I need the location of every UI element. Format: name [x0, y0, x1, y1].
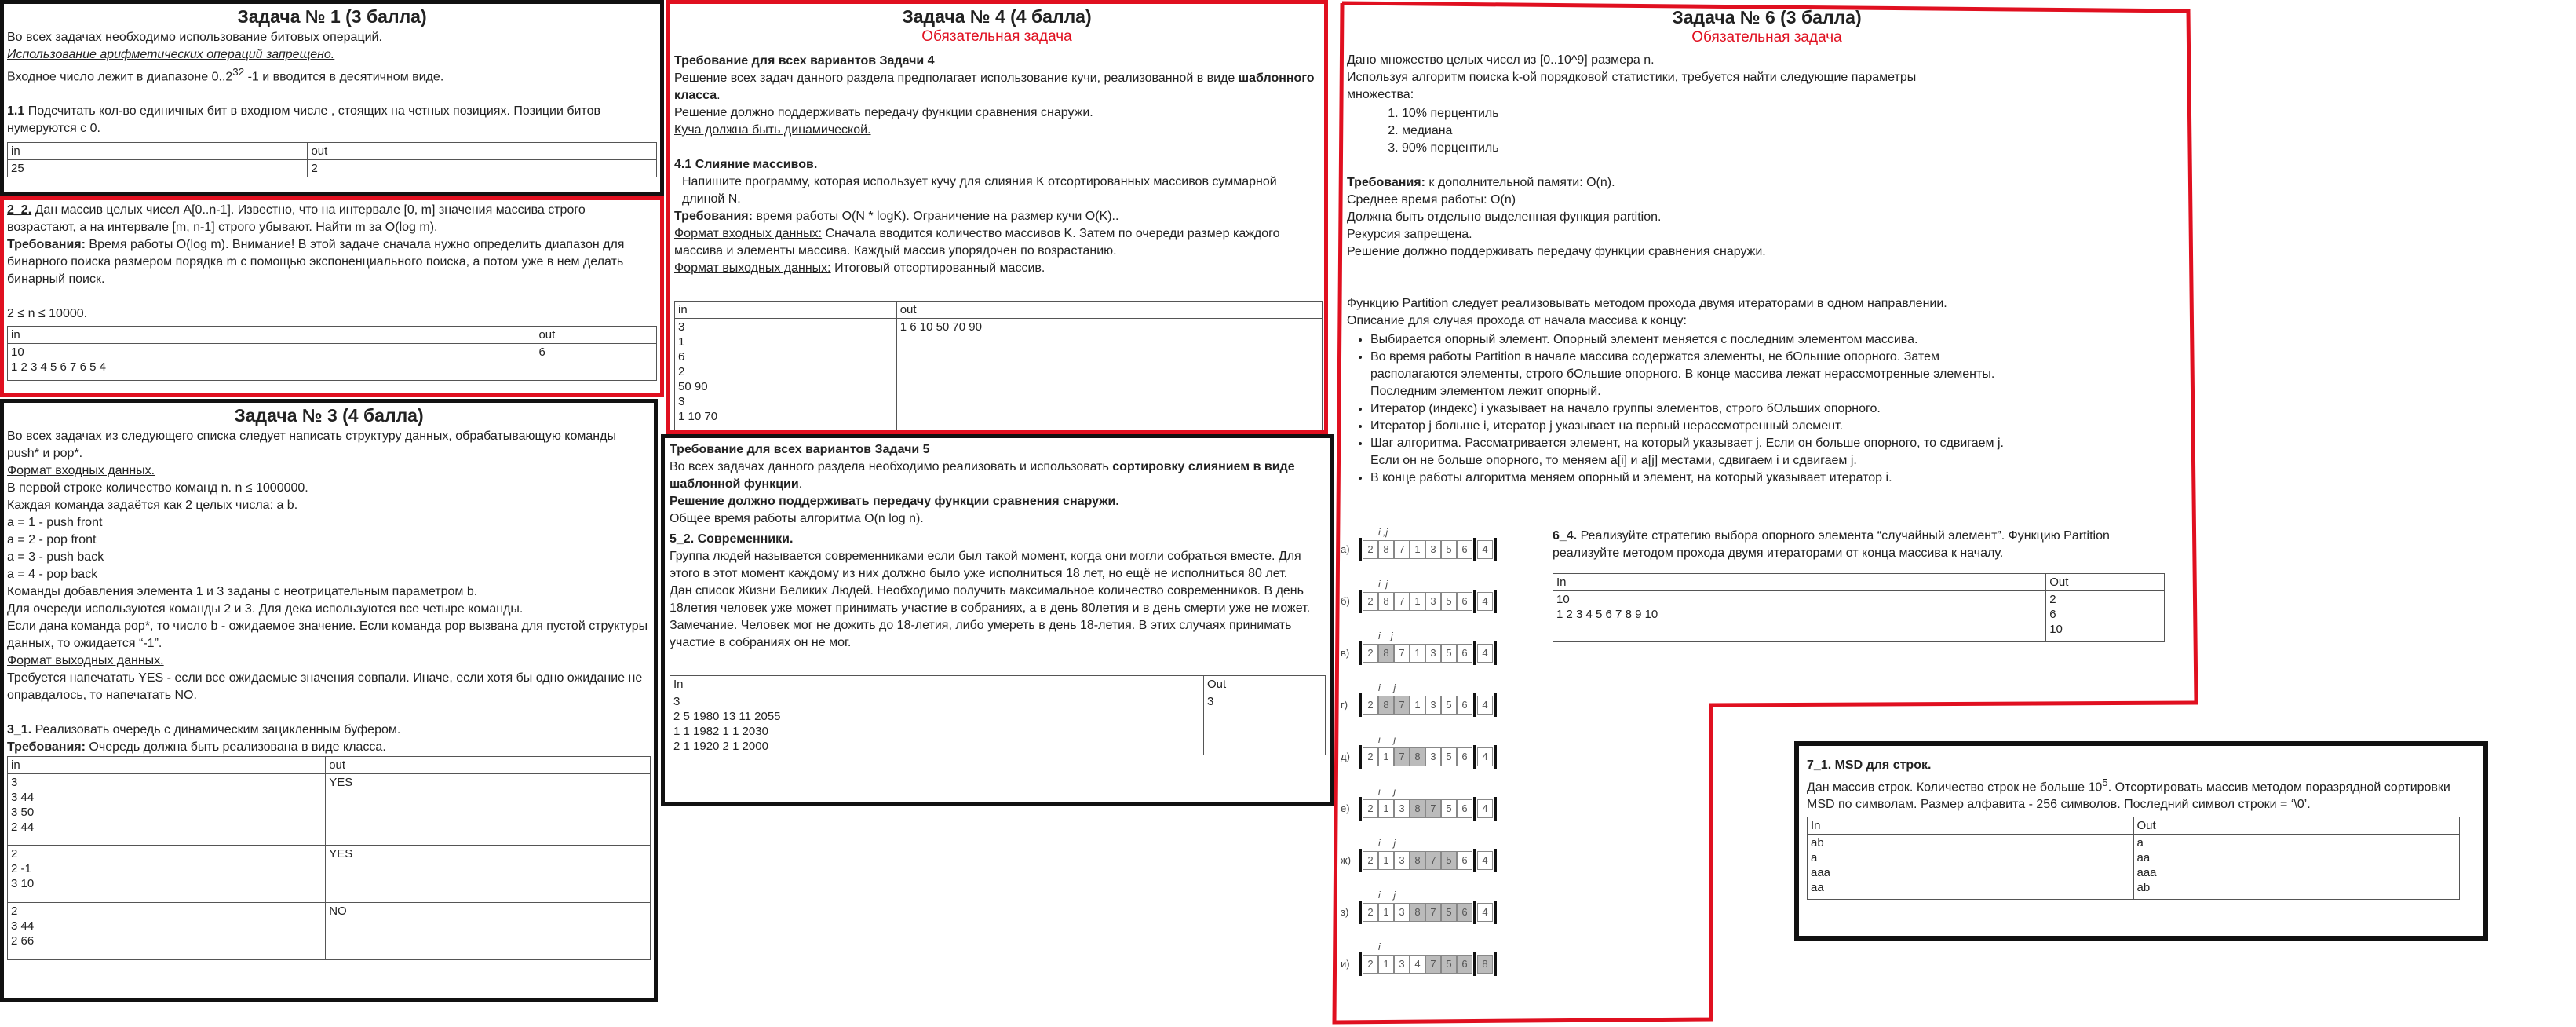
- task6-req-line: Рекурсия запрещена.: [1347, 228, 1472, 241]
- diagram-step-label: в): [1341, 647, 1350, 659]
- task4-table: [674, 301, 1323, 434]
- diagram-cell: 3: [1425, 540, 1441, 559]
- diagram-cell: 4: [1477, 592, 1493, 611]
- task3-sub-num: 3_1.: [7, 723, 32, 736]
- task5-panel: [661, 434, 1334, 806]
- task3-input-line: В первой строке количество команд n. n ≤ 1000000.: [7, 481, 308, 495]
- task7-text-sup: 5: [2102, 777, 2108, 788]
- diagram-cell: 7: [1425, 851, 1441, 870]
- task7-title: 7_1. MSD для строк.: [1807, 758, 1932, 772]
- diagram-cell: 3: [1394, 799, 1410, 818]
- task3-th-out: out: [326, 757, 651, 774]
- diagram-cell: 7: [1394, 540, 1410, 559]
- task1-line1: Во всех задачах необходимо использование битовых операций.: [7, 31, 382, 44]
- task4-all-head: Требование для всех вариантов Задачи 4: [674, 54, 935, 68]
- diagram-cell: 6: [1457, 799, 1472, 818]
- task5-th-in: In: [670, 676, 1204, 693]
- diagram-step-label: ж): [1341, 854, 1352, 866]
- diagram-bar: [1359, 849, 1362, 872]
- task5-l1-b: сортировку слиянием в виде шаблонной функции: [670, 460, 1295, 491]
- task4-panel: [666, 0, 1328, 434]
- diagram-pointer: i j: [1378, 890, 1396, 901]
- task1-cell-in: 25: [8, 160, 308, 177]
- diagram-cell: 3: [1425, 592, 1441, 611]
- task4-all-l1-b: шаблонного класса: [674, 71, 1315, 102]
- task6-bullet: • Во время работы Partition в начале массива содержатся элементы, не бОльшие опорного. Затем располагаются элементы, строго бОльшие опорного. В конце массива лежат нерассмотренные элементы. Последним элементом лежит опорный.: [1370, 349, 2006, 400]
- task3-cell-in: 2 3 44 2 66: [11, 905, 35, 948]
- task6-bullet: • Итератор j больше i, итератор j указывает на первый нерассмотренный элемент.: [1370, 418, 2006, 435]
- task6-bullet: • Итератор (индекс) i указывает на начало группы элементов, строго бОльших опорного.: [1370, 400, 2006, 418]
- diagram-cell: 2: [1363, 540, 1378, 559]
- task6-part-l2: Описание для случая прохода от начала массива к концу:: [1347, 314, 1687, 327]
- task6-req-line: Должна быть отдельно выделенная функция partition.: [1347, 210, 1662, 224]
- diagram-cell: 2: [1363, 799, 1378, 818]
- diagram-cell: 5: [1441, 955, 1457, 974]
- diagram-cell: 3: [1394, 955, 1410, 974]
- task7-text-b: . Отсортировать массив методом поразрядной сортировки MSD по символам. Размер алфавита - 256 символов. Последний символ строки = ‘\0’.: [1807, 780, 2450, 812]
- diagram-cell: 4: [1477, 903, 1493, 922]
- task6-req-line: Решение должно поддерживать передачу функции сравнения снаружи.: [1347, 245, 1766, 258]
- diagram-cell: 7: [1394, 696, 1410, 715]
- task2-th-out: out: [535, 327, 657, 344]
- task4-sub-title: 4.1 Слияние массивов.: [674, 158, 818, 171]
- task4-out-label: Формат выходных данных:: [674, 261, 831, 275]
- diagram-step-label: е): [1341, 802, 1350, 814]
- diagram-bar: [1494, 849, 1497, 872]
- task4-out: [674, 260, 1321, 277]
- diagram-bar: [1359, 797, 1362, 821]
- diagram-bar: [1473, 590, 1476, 613]
- task7-th-in: In: [1808, 817, 2134, 835]
- task3-input-line: a = 1 - push front: [7, 516, 103, 529]
- diagram-cell: 5: [1441, 696, 1457, 715]
- task5-th-out: Out: [1203, 676, 1325, 693]
- task4-req-label: Требования:: [674, 210, 753, 223]
- diagram-bar: [1473, 952, 1476, 976]
- task2-th-in: in: [8, 327, 535, 344]
- task5-l1-c: .: [798, 477, 803, 491]
- diagram-cell: 5: [1441, 799, 1457, 818]
- diagram-bar: [1494, 641, 1497, 665]
- task4-all-l1: [674, 70, 1321, 104]
- diagram-step-label: г): [1341, 699, 1348, 711]
- task4-all-l1-a: Решение всех задач данного раздела предполагает использование кучи, реализованной в виде: [674, 71, 1239, 85]
- diagram-bar: [1359, 538, 1362, 561]
- diagram-pointer: i j: [1378, 630, 1393, 641]
- diagram-pointer: i: [1378, 941, 1381, 952]
- task4-req-text: время работы O(N * logK). Ограничение на размер кучи O(K)..: [752, 210, 1119, 223]
- diagram-cell: 7: [1394, 592, 1410, 611]
- task6-bullet-extra: Если он не больше опорного, то меняем a[i] и a[j] местами, сдвигаем i и сдвигаем j.: [1370, 454, 1857, 467]
- diagram-step-label: з): [1341, 906, 1349, 918]
- task4-th-in: in: [675, 302, 897, 319]
- task6-sub-text: Реализуйте стратегию выбора опорного элемента “случайный элемент”. Функцию Partition реализуйте методом прохода двумя итераторами от конца массива к началу.: [1553, 529, 2110, 560]
- task5-l3: Общее время работы алгоритма O(n log n).: [670, 512, 924, 525]
- diagram-step-label: и): [1341, 958, 1350, 970]
- diagram-cell: 6: [1457, 903, 1472, 922]
- diagram-cell: 4: [1477, 644, 1493, 663]
- task1-title: Задача № 1 (3 балла): [237, 6, 427, 27]
- diagram-cell: 6: [1457, 696, 1472, 715]
- task5-l1-a: Во всех задачах данного раздела необходимо реализовать и использовать: [670, 460, 1113, 473]
- diagram-bar: [1359, 952, 1362, 976]
- task3-input-line: Каждая команда задаётся как 2 целых числа: a b.: [7, 499, 298, 512]
- task5-all-head: Требование для всех вариантов Задачи 5: [670, 443, 930, 456]
- partition-diagram: [1341, 528, 1545, 994]
- diagram-cell: 3: [1425, 696, 1441, 715]
- diagram-bar: [1359, 590, 1362, 613]
- task3-input-line: a = 4 - pop back: [7, 568, 98, 581]
- task2-text: Дан массив целых чисел А[0..n-1]. Известно, что на интервале [0, m] значения массива строго возрастают, а на интервале [m, n-1] строго убывают. Найти m за O(log m).: [7, 203, 586, 234]
- diagram-cell: 8: [1477, 955, 1493, 974]
- task6-req: [1347, 174, 1959, 192]
- task1-table: [7, 142, 657, 177]
- diagram-cell: 8: [1410, 799, 1425, 818]
- diagram-step: [1341, 528, 1545, 562]
- diagram-cell: 8: [1378, 644, 1394, 663]
- task7-cell-out: a aa aaa ab: [2136, 836, 2157, 895]
- task1-line2: Использование арифметических операций запрещено.: [7, 48, 335, 61]
- task3-table: [7, 756, 651, 960]
- task6-bullet: • Выбирается опорный элемент. Опорный элемент меняется с последним элементом массива.: [1370, 331, 2006, 349]
- task4-th-out: out: [896, 302, 1322, 319]
- task5-note-label: Замечание.: [670, 619, 738, 632]
- diagram-step: [1341, 839, 1545, 873]
- task6-bullets: [1370, 331, 2006, 487]
- task2-statement: [7, 202, 657, 236]
- task2-num: 2_2.: [7, 203, 32, 217]
- diagram-bar: [1473, 641, 1476, 665]
- diagram-cell: 8: [1378, 592, 1394, 611]
- diagram-cell: 4: [1477, 540, 1493, 559]
- task1-sub: [7, 103, 657, 137]
- task6-percentile-item: 3. 90% перцентиль: [1402, 140, 1959, 157]
- task3-req-text: Очередь должна быть реализована в виде класса.: [85, 740, 386, 754]
- task6-percentile-list: [1402, 105, 1959, 157]
- diagram-bar: [1494, 590, 1497, 613]
- task6-sub: [1553, 528, 2173, 562]
- diagram-cell: 2: [1363, 696, 1378, 715]
- task1-sub-num: 1.1: [7, 104, 25, 119]
- task5-note: [670, 617, 1327, 652]
- task7-th-out: Out: [2133, 817, 2460, 835]
- task3-sub-text: Реализовать очередь с динамическим зацикленным буфером.: [31, 723, 401, 736]
- diagram-cell: 5: [1441, 747, 1457, 766]
- diagram-cell: 4: [1477, 747, 1493, 766]
- task7-text-a: Дан массив строк. Количество строк не больше 10: [1807, 780, 2103, 795]
- diagram-step-label: д): [1341, 751, 1350, 762]
- task5-cell-in: 3 2 5 1980 13 11 2055 1 1 1982 1 1 2030 2 1 1920 2 1 2000: [673, 695, 781, 753]
- task2-table: [7, 326, 657, 381]
- task6-bullet: • В конце работы алгоритма меняем опорный и элемент, на который указывает итератор i.: [1370, 470, 2006, 487]
- diagram-bar: [1494, 797, 1497, 821]
- diagram-step: [1341, 890, 1545, 925]
- task2-req-label: Требования:: [7, 238, 86, 251]
- task1-th-out: out: [308, 143, 657, 160]
- task4-in: [674, 225, 1321, 260]
- task1-line3: [7, 64, 657, 86]
- task3-input-label: Формат входных данных.: [7, 464, 155, 477]
- diagram-step-label: б): [1341, 595, 1350, 607]
- task3-input-line: a = 3 - push back: [7, 550, 104, 564]
- diagram-cell: 1: [1410, 644, 1425, 663]
- task6-l1: Дано множество целых чисел из [0..10^9] размера n.: [1347, 53, 1655, 67]
- task3-intro: Во всех задачах из следующего списка следует написать структуру данных, обрабатывающую команды push* и pop*.: [7, 429, 616, 460]
- diagram-pointer: i j: [1378, 682, 1396, 693]
- task5-l1: [670, 459, 1327, 493]
- diagram-cell: 8: [1410, 851, 1425, 870]
- diagram-pointer: i j: [1378, 838, 1396, 849]
- task4-sub-text: Напишите программу, которая использует кучу для слияния K отсортированных массивов суммарной длиной N.: [682, 175, 1277, 206]
- diagram-bar: [1359, 901, 1362, 924]
- task5-table: [670, 675, 1326, 755]
- task6-th-out: Out: [2046, 574, 2165, 591]
- task1-th-in: in: [8, 143, 308, 160]
- task3-sub: [7, 722, 651, 739]
- diagram-cell: 8: [1378, 540, 1394, 559]
- diagram-bar: [1473, 745, 1476, 769]
- task7-text: [1807, 774, 2476, 813]
- diagram-cell: 4: [1410, 955, 1425, 974]
- diagram-cell: 2: [1363, 644, 1378, 663]
- task6-req-text: к дополнительной памяти: O(n).: [1425, 176, 1615, 189]
- task7-table: [1807, 817, 2460, 900]
- diagram-pointer: i j: [1378, 734, 1396, 745]
- diagram-bar: [1473, 693, 1476, 717]
- diagram-cell: 1: [1378, 747, 1394, 766]
- diagram-cell: 7: [1394, 644, 1410, 663]
- diagram-step: [1341, 787, 1545, 821]
- task3-title: Задача № 3 (4 балла): [234, 405, 424, 426]
- task5-sub-title: 5_2. Современники.: [670, 532, 794, 546]
- task6-title: Задача № 6 (3 балла): [1672, 7, 1862, 27]
- task2-panel: [0, 196, 664, 397]
- task2-constraint: 2 ≤ n ≤ 10000.: [7, 307, 88, 320]
- task4-all-l3: Куча должна быть динамической.: [674, 123, 871, 137]
- diagram-cell: 1: [1410, 592, 1425, 611]
- diagram-cell: 3: [1394, 903, 1410, 922]
- diagram-cell: 1: [1378, 799, 1394, 818]
- diagram-cell: 6: [1457, 851, 1472, 870]
- task6-required: Обязательная задача: [1691, 29, 1842, 46]
- task3-req-label: Требования:: [7, 740, 86, 754]
- task1-line3-b: -1 и вводится в десятичном виде.: [244, 70, 444, 84]
- diagram-cell: 7: [1394, 747, 1410, 766]
- task7-cell-in: ab a aaa aa: [1811, 836, 1831, 895]
- diagram-step: [1341, 735, 1545, 769]
- task4-cell-out: 1 6 10 50 70 90: [896, 319, 1322, 435]
- diagram-cell: 8: [1378, 696, 1394, 715]
- task4-req: [674, 208, 1321, 225]
- diagram-cell: 6: [1457, 540, 1472, 559]
- task5-cell-out: 3: [1203, 693, 1325, 755]
- task1-panel: [0, 0, 664, 196]
- task6-req-line: Среднее время работы: O(n): [1347, 193, 1516, 206]
- diagram-step: [1341, 579, 1545, 614]
- diagram-pointer: i j: [1378, 786, 1396, 797]
- task1-sub-text: Подсчитать кол-во единичных бит в входном числе , стоящих на четных позициях. Позиции битов нумеруются с 0.: [7, 104, 600, 136]
- diagram-bar: [1473, 849, 1476, 872]
- task5-note-text: Человек мог не дожить до 18-летия, либо умереть в день 18-летия. В этих случаях принимать участие в собраниях он не мог.: [670, 619, 1292, 649]
- diagram-bar: [1494, 538, 1497, 561]
- task3-output-label: Формат выходных данных.: [7, 654, 164, 667]
- task6-cell-in: 10 1 2 3 4 5 6 7 8 9 10: [1556, 593, 1658, 621]
- task4-all-l1-c: .: [717, 89, 721, 102]
- task4-in-label: Формат входных данных:: [674, 227, 823, 240]
- diagram-cell: 2: [1363, 747, 1378, 766]
- diagram-cell: 7: [1425, 799, 1441, 818]
- diagram-step: [1341, 942, 1545, 977]
- task2-req: [7, 236, 657, 288]
- diagram-cell: 1: [1378, 955, 1394, 974]
- task3-cell-out: YES: [326, 774, 651, 846]
- diagram-cell: 3: [1425, 644, 1441, 663]
- diagram-cell: 2: [1363, 955, 1378, 974]
- task3-output-text: Требуется напечатать YES - если все ожидаемые значения совпали. Иначе, если хотя бы одно ожидание не оправдалось, то напечатать NO.: [7, 671, 643, 702]
- diagram-bar: [1494, 901, 1497, 924]
- diagram-cell: 4: [1477, 799, 1493, 818]
- task4-required: Обязательная задача: [921, 28, 1072, 45]
- diagram-bar: [1359, 641, 1362, 665]
- diagram-cell: 6: [1457, 747, 1472, 766]
- task2-cell-in: 10 1 2 3 4 5 6 7 6 5 4: [11, 345, 106, 374]
- diagram-cell: 1: [1378, 903, 1394, 922]
- diagram-bar: [1473, 797, 1476, 821]
- task6-percentile-item: 1. 10% перцентиль: [1402, 105, 1959, 122]
- diagram-cell: 7: [1425, 955, 1441, 974]
- diagram-bar: [1494, 745, 1497, 769]
- diagram-cell: 5: [1441, 644, 1457, 663]
- task3-th-in: in: [8, 757, 326, 774]
- diagram-cell: 7: [1425, 903, 1441, 922]
- task4-in-text: Сначала вводится количество массивов K. Затем по очереди размер каждого массива и элементы массива. Каждый массив упорядочен по возрастанию.: [674, 227, 1280, 258]
- task3-cell-out: YES: [326, 846, 651, 903]
- diagram-cell: 3: [1394, 851, 1410, 870]
- diagram-cell: 6: [1457, 955, 1472, 974]
- diagram-step: [1341, 683, 1545, 718]
- diagram-cell: 5: [1441, 540, 1457, 559]
- diagram-cell: 8: [1410, 747, 1425, 766]
- diagram-cell: 1: [1410, 540, 1425, 559]
- diagram-step-label: а): [1341, 543, 1350, 555]
- diagram-bar: [1473, 901, 1476, 924]
- task2-req-text: Время работы O(log m). Внимание! В этой задаче сначала нужно определить диапазон для бинарного поиска размером порядка m с помощью экспоненциального поиска, а потом уже в нем делать бинарный поиск.: [7, 238, 625, 286]
- task6-req-label: Требования:: [1347, 176, 1425, 189]
- task1-line3-a: Входное число лежит в диапазоне 0..2: [7, 70, 233, 84]
- diagram-cell: 6: [1457, 644, 1472, 663]
- task4-title: Задача № 4 (4 балла): [902, 6, 1092, 27]
- task3-input-line: Команды добавления элемента 1 и 3 заданы с неотрицательным параметром b.: [7, 585, 478, 598]
- task4-all-l2: Решение должно поддерживать передачу функции сравнения снаружи.: [674, 106, 1093, 119]
- task1-cell-out: 2: [308, 160, 657, 177]
- task2-cell-out: 6: [535, 344, 657, 381]
- diagram-bar: [1494, 693, 1497, 717]
- task3-input-line: a = 2 - pop front: [7, 533, 97, 546]
- task5-l2: Решение должно поддерживать передачу функции сравнения снаружи.: [670, 495, 1119, 508]
- diagram-cell: 2: [1363, 592, 1378, 611]
- diagram-cell: 5: [1441, 903, 1457, 922]
- task6-l2: Используя алгоритм поиска k-ой порядковой статистики, требуется найти следующие параметры множества:: [1347, 71, 1917, 101]
- diagram-cell: 5: [1441, 851, 1457, 870]
- task3-panel: [0, 399, 658, 1002]
- diagram-bar: [1494, 952, 1497, 976]
- task1-line3-sup: 32: [232, 66, 245, 78]
- diagram-cell: 2: [1363, 903, 1378, 922]
- task3-cell-in: 3 3 44 3 50 2 44: [11, 776, 35, 834]
- diagram-pointer: i ,j: [1378, 527, 1388, 538]
- diagram-cell: 5: [1441, 592, 1457, 611]
- task3-input-line: Для очереди используются команды 2 и 3. Для дека используются все четыре команды.: [7, 602, 524, 616]
- task6-th-in: In: [1553, 574, 2046, 591]
- diagram-pointer: i j: [1378, 579, 1388, 590]
- task6-percentile-item: 2. медиана: [1402, 122, 1959, 140]
- task4-out-text: Итоговый отсортированный массив.: [830, 261, 1045, 275]
- diagram-cell: 6: [1457, 592, 1472, 611]
- task6-sub-num: 6_4.: [1553, 529, 1578, 543]
- task6-part-l1: Функцию Partition следует реализовывать методом прохода двумя итераторами в одном направлении.: [1347, 297, 1947, 310]
- task5-p2: Дан список Жизни Великих Людей. Необходимо получить максимальное количество современников. В день 18летия человек уже может принимать участие в собраниях, а в день 80летия и в день смерти уже не может.: [670, 584, 1311, 615]
- diagram-bar: [1359, 693, 1362, 717]
- diagram-bar: [1359, 745, 1362, 769]
- task3-cell-in: 2 2 -1 3 10: [11, 847, 35, 890]
- diagram-cell: 4: [1477, 696, 1493, 715]
- task7-panel: [1794, 741, 2488, 941]
- task6-sub-panel: [1553, 528, 2173, 669]
- task5-p1: Группа людей называется современниками если был такой момент, когда они могли собраться вместе. Для этого в этот момент каждому из них должно было уже исполниться 18 лет, но ещё не исполниться 80 лет.: [670, 550, 1301, 580]
- diagram-cell: 4: [1477, 851, 1493, 870]
- task6-bullet: • Шаг алгоритма. Рассматривается элемент, на который указывает j. Если он больше опорного, то сдвигаем j.: [1370, 435, 2006, 452]
- task6-cell-out: 2 6 10: [2049, 593, 2063, 636]
- task3-cell-out: NO: [326, 903, 651, 960]
- task6-table: [1553, 573, 2165, 642]
- diagram-cell: 1: [1378, 851, 1394, 870]
- task3-req: [7, 739, 651, 756]
- diagram-cell: 1: [1410, 696, 1425, 715]
- diagram-bar: [1473, 538, 1476, 561]
- diagram-cell: 2: [1363, 851, 1378, 870]
- task3-input-line: Если дана команда pop*, то число b - ожидаемое значение. Если команда pop вызвана для пустой структуры данных, то ожидается “-1”.: [7, 619, 648, 650]
- diagram-step: [1341, 631, 1545, 666]
- diagram-cell: 3: [1425, 747, 1441, 766]
- diagram-cell: 8: [1410, 903, 1425, 922]
- task4-cell-in: 3 1 6 2 50 90 3 1 10 70: [678, 320, 718, 423]
